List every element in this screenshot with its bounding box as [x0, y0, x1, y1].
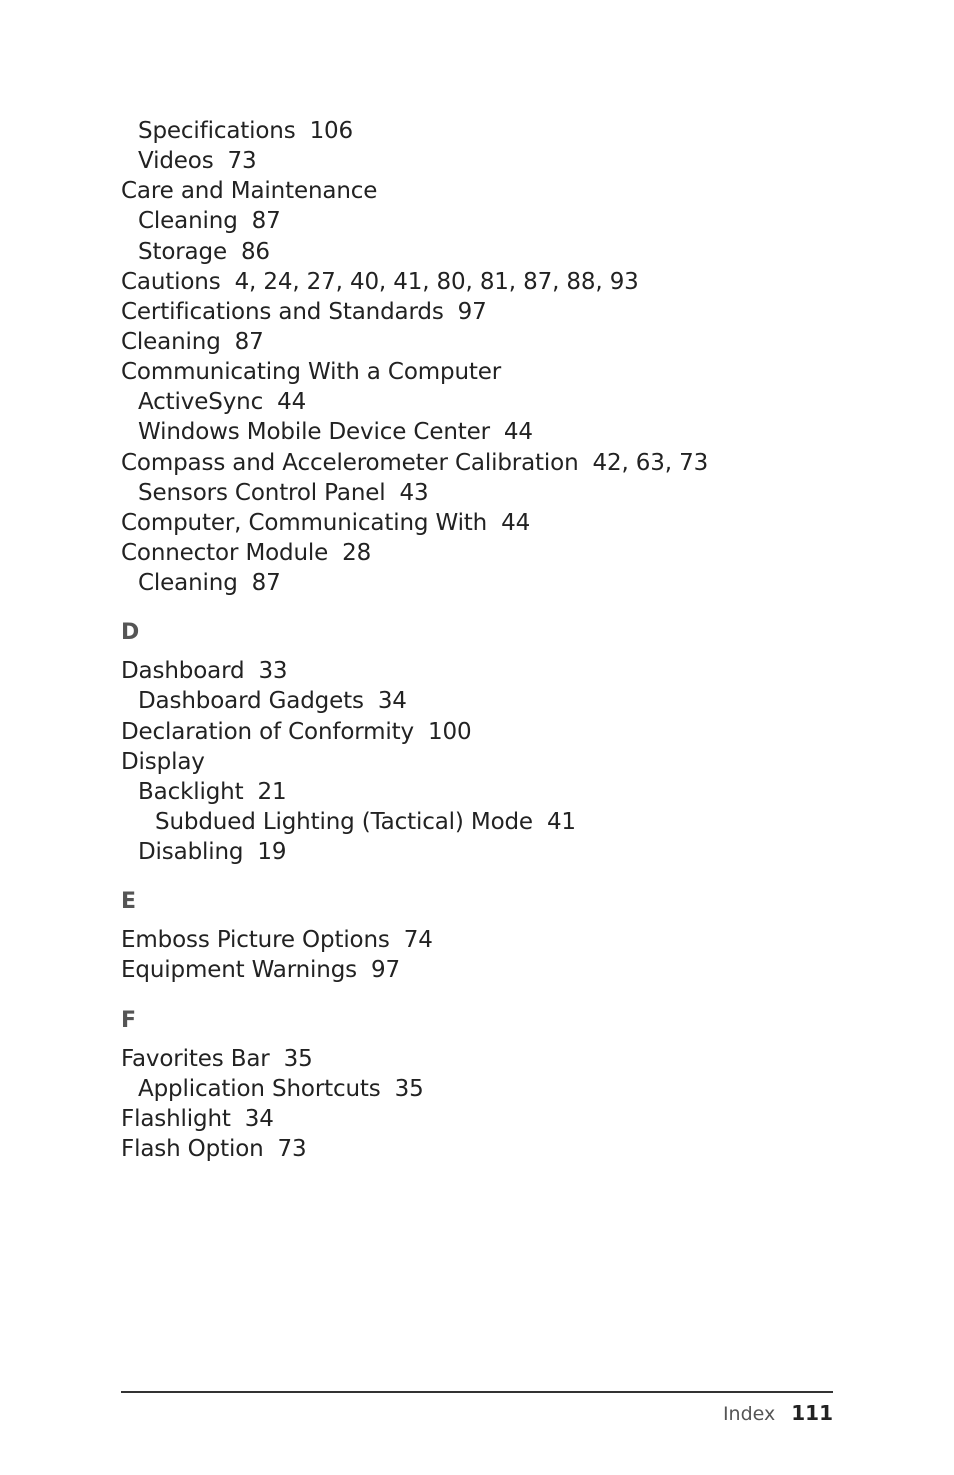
index-page-refs: 42, 63, 73	[592, 449, 709, 476]
footer-rule	[121, 1391, 833, 1393]
index-term: Subdued Lighting (Tactical) Mode	[155, 808, 533, 835]
index-term: Flash Option	[121, 1135, 264, 1162]
index-entry	[121, 717, 833, 747]
index-entry	[121, 146, 833, 176]
index-entry	[121, 387, 833, 417]
index-letter-heading: F	[121, 1007, 137, 1033]
index-page-refs: 34	[244, 1105, 274, 1132]
index-page-refs: 97	[371, 957, 400, 984]
index-term: Computer, Communicating With	[121, 509, 488, 536]
index-entry	[121, 656, 833, 686]
index-entry	[121, 478, 833, 508]
index-term: Declaration of Conformity	[121, 718, 414, 745]
index-entry	[121, 237, 833, 267]
index-term: Certifications and Standards	[121, 298, 444, 325]
index-entry	[121, 1074, 833, 1104]
index-term: Disabling	[138, 839, 244, 866]
index-entry	[121, 955, 833, 985]
footer-page-number: 111	[791, 1401, 833, 1425]
index-entry	[121, 508, 833, 538]
index-page-refs: 106	[309, 118, 354, 144]
index-page-refs: 44	[501, 509, 531, 536]
index-term: Sensors Control Panel	[138, 479, 386, 506]
index-page-refs: 73	[227, 148, 257, 175]
index-term: Storage	[138, 238, 227, 265]
index-term: Cautions	[121, 268, 221, 295]
index-entry	[121, 1104, 833, 1134]
index-term: Care and Maintenance	[121, 178, 378, 205]
index-term: Dashboard Gadgets	[138, 688, 364, 715]
index-entry	[121, 568, 833, 598]
index-term: Application Shortcuts	[138, 1075, 381, 1102]
index-term: Cleaning	[138, 570, 238, 597]
footer-section-label: Index	[722, 1403, 776, 1425]
index-page-refs: 43	[399, 479, 429, 506]
index-page-refs: 4, 24, 27, 40, 41, 80, 81, 87, 88, 93	[234, 268, 639, 295]
index-entry	[121, 837, 833, 867]
index-page-refs: 100	[428, 718, 472, 745]
index-term: Compass and Accelerometer Calibration	[121, 449, 579, 476]
index-term: Display	[121, 748, 205, 775]
index-term: Favorites Bar	[121, 1045, 270, 1072]
index-entry	[121, 448, 833, 478]
index-entry	[121, 1134, 833, 1164]
index-entry	[121, 538, 833, 568]
index-term: Flashlight	[121, 1105, 231, 1132]
index-entry	[121, 1044, 833, 1074]
index-page-refs: 97	[457, 298, 487, 325]
index-page-refs: 87	[251, 208, 281, 235]
page-footer	[723, 1398, 833, 1428]
index-entry	[121, 686, 833, 716]
index-page-refs: 34	[377, 688, 407, 715]
index-entry	[121, 206, 833, 236]
index-page-refs: 86	[240, 238, 270, 265]
index-term: Emboss Picture Options	[121, 927, 390, 954]
index-term: ActiveSync	[138, 389, 264, 416]
index-term: Communicating With a Computer	[121, 359, 502, 386]
index-term: Dashboard	[121, 658, 245, 685]
index-page-refs: 73	[277, 1135, 307, 1162]
index-page-refs: 35	[394, 1075, 424, 1102]
index-term: Cleaning	[138, 208, 238, 235]
index-page-refs: 35	[283, 1045, 313, 1072]
index-term: Videos	[138, 148, 214, 175]
index-term: Equipment Warnings	[121, 957, 358, 984]
index-entry	[121, 267, 833, 297]
index-term: Cleaning	[121, 328, 221, 355]
index-term: Connector Module	[121, 539, 329, 566]
index-entry	[121, 357, 833, 387]
index-term: Windows Mobile Device Center	[138, 419, 490, 446]
index-entry	[121, 116, 833, 146]
index-page-refs: 28	[342, 539, 372, 566]
index-term: Specifications	[138, 118, 296, 144]
index-entry	[121, 747, 833, 777]
index-entry	[121, 176, 833, 206]
index-entry	[121, 807, 833, 837]
index-letter-heading: D	[121, 620, 140, 646]
index-page-refs: 87	[251, 570, 281, 597]
index-entry	[121, 417, 833, 447]
index-page-refs: 41	[546, 808, 576, 835]
index-page-refs: 44	[277, 389, 307, 416]
index-page-refs: 21	[257, 778, 287, 805]
index-page-refs: 44	[503, 419, 533, 446]
index-entry	[121, 327, 833, 357]
index-body	[121, 116, 833, 1164]
index-page-refs: 74	[403, 927, 433, 954]
index-page-refs: 19	[257, 839, 287, 866]
index-entry	[121, 925, 833, 955]
index-page-refs: 33	[258, 658, 288, 685]
index-term: Backlight	[138, 778, 244, 805]
index-entry	[121, 777, 833, 807]
index-entry	[121, 297, 833, 327]
index-letter-heading: E	[121, 889, 137, 915]
index-page-refs: 87	[234, 328, 264, 355]
